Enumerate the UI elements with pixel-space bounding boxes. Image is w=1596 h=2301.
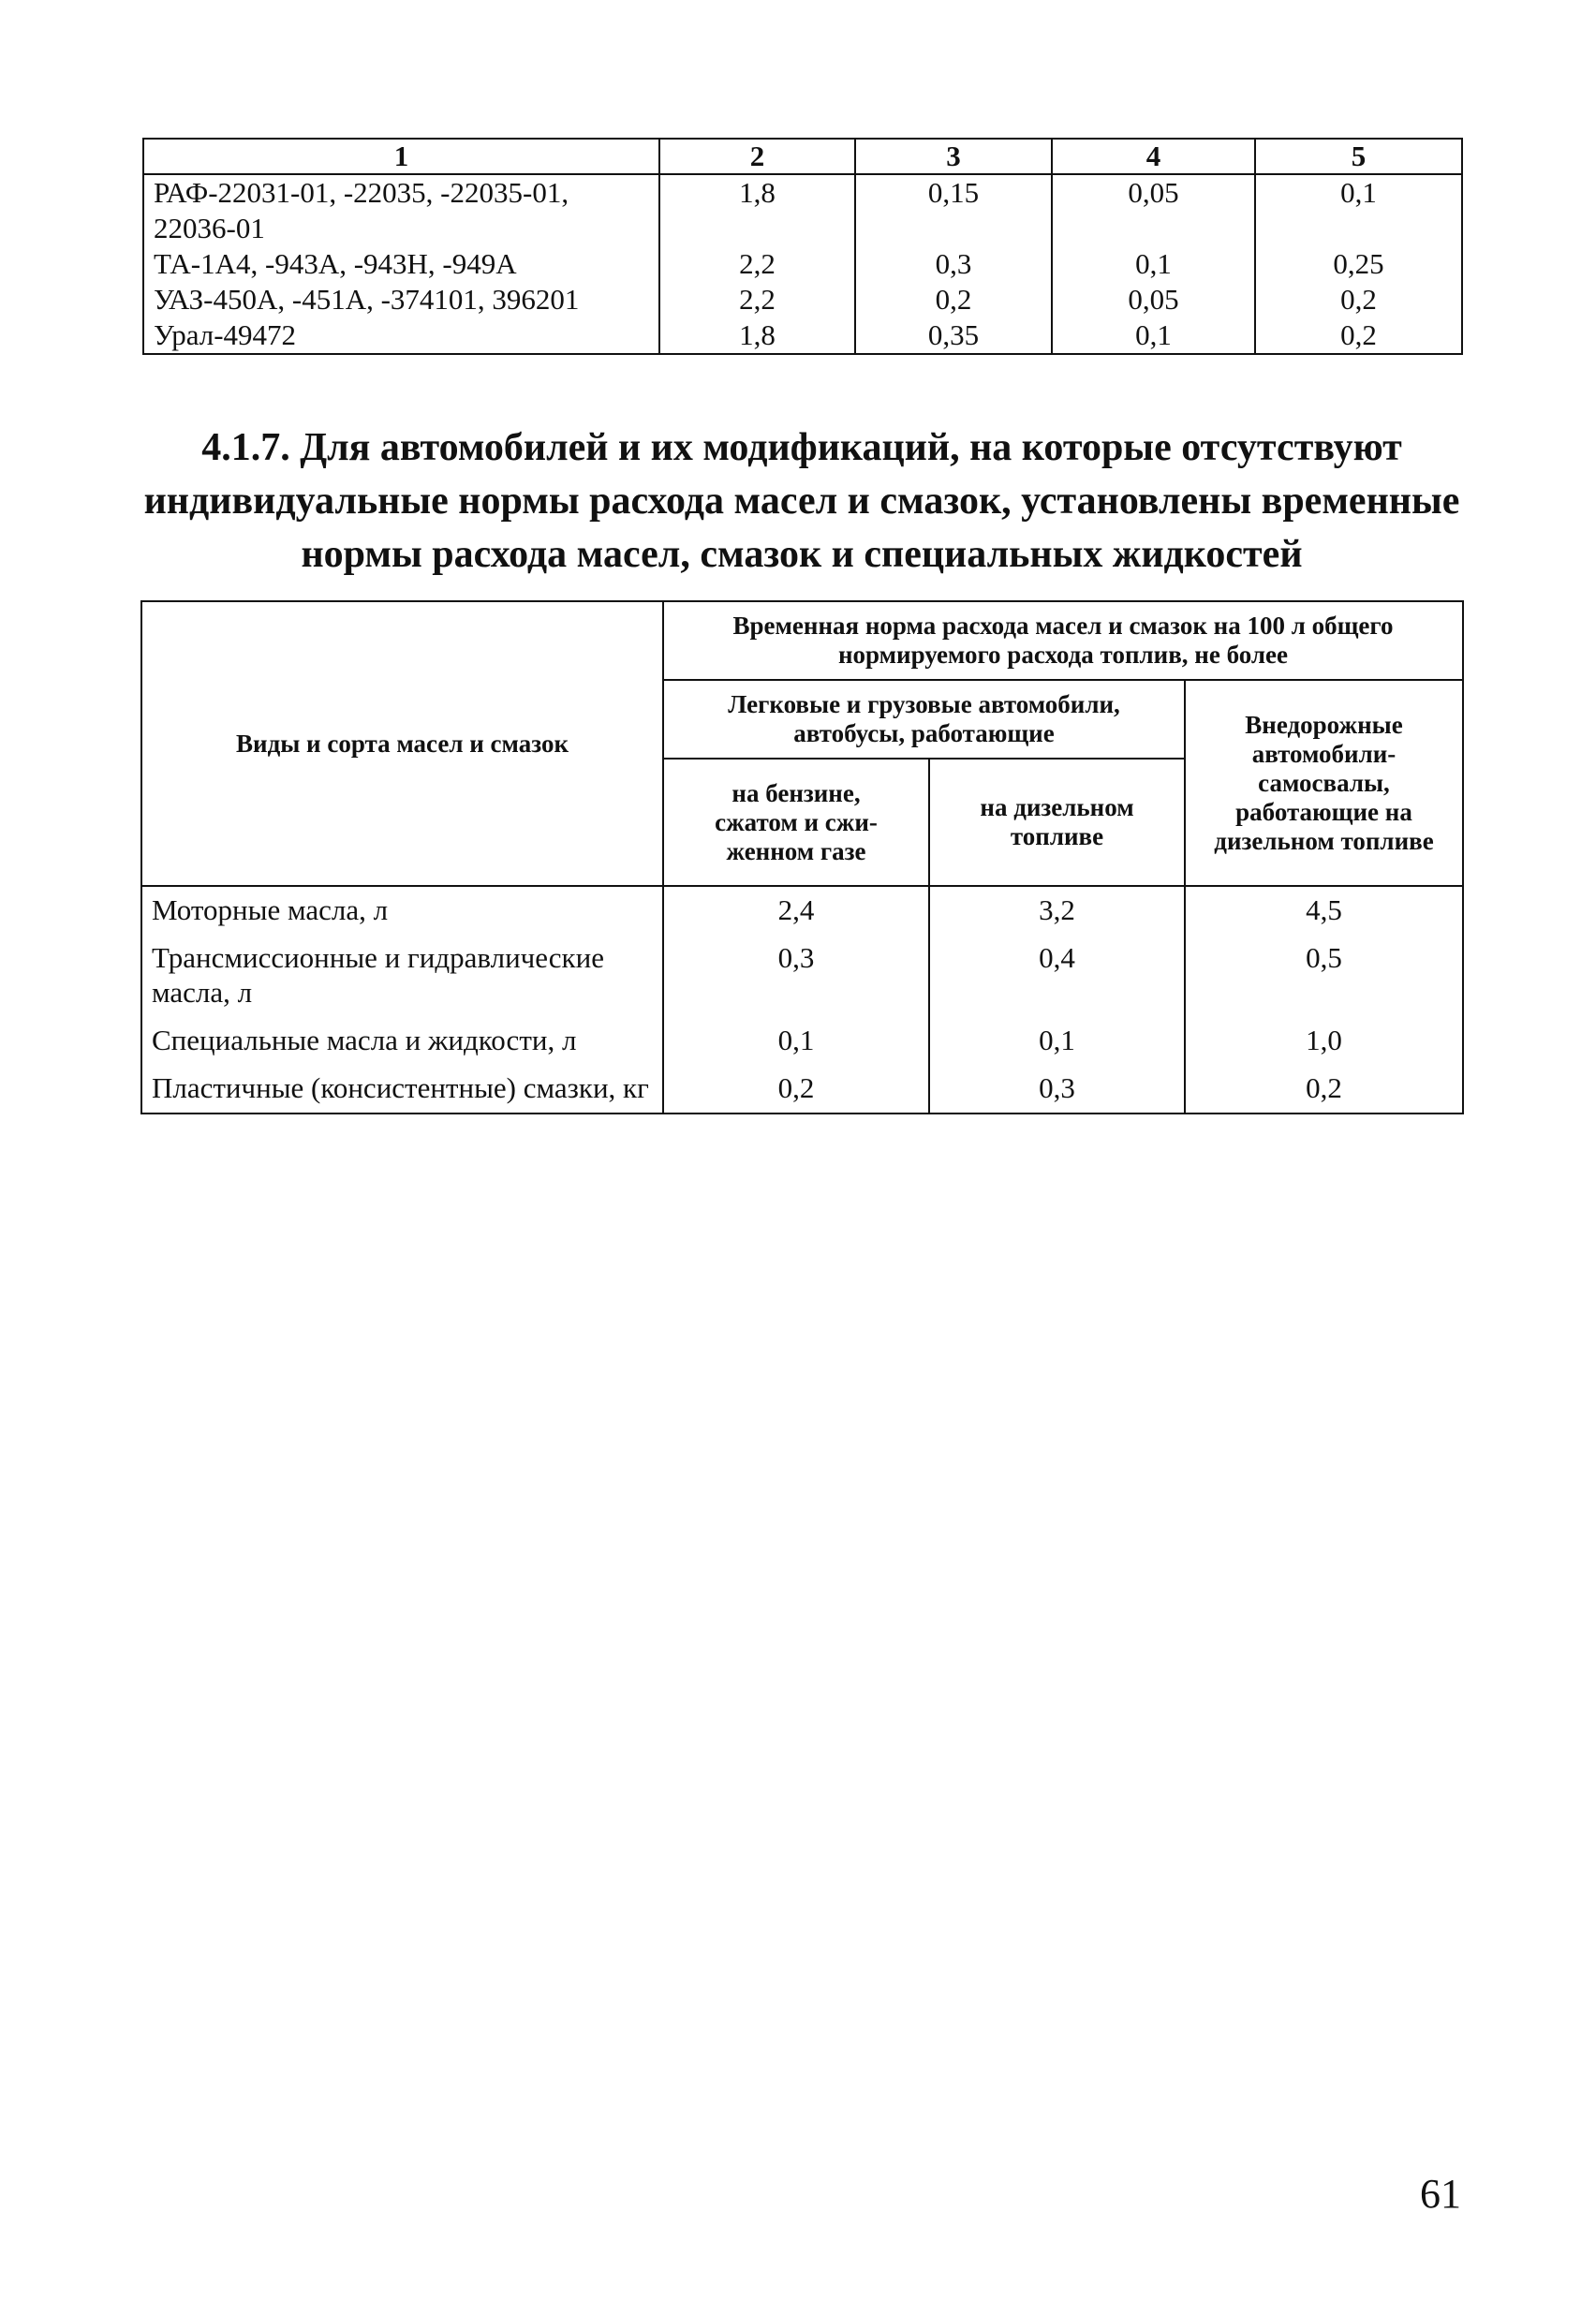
section-heading: 4.1.7. Для автомобилей и их модификаций, на которые отсутствуют индивидуальные нормы расхода масел и смазок, установлены временные нормы расхода масел, смазок и специальных жидкостей — [143, 426, 1460, 576]
value-cell: 0,1 — [663, 1017, 929, 1065]
header-offroad-dump-trucks: Внедорожные автомобили-самосвалы, работающие на дизельном топливе — [1185, 680, 1463, 886]
value-cell: 0,2 — [855, 282, 1052, 317]
value-cell: 0,15 — [855, 174, 1052, 246]
table-row — [141, 935, 1463, 1017]
value-cell: 0,2 — [1255, 317, 1462, 354]
value-cell: 0,3 — [855, 246, 1052, 282]
value-cell: 0,4 — [929, 935, 1185, 1017]
column-number-2: 2 — [659, 139, 855, 174]
value-cell: 0,2 — [663, 1065, 929, 1114]
value-cell: 2,2 — [659, 246, 855, 282]
value-cell: 2,4 — [663, 886, 929, 935]
value-cell: 3,2 — [929, 886, 1185, 935]
oil-type: Пластичные (консистентные) смазки, кг — [141, 1065, 663, 1114]
value-cell: 1,8 — [659, 317, 855, 354]
table-row — [143, 282, 1462, 317]
table-row — [141, 1017, 1463, 1065]
column-number-5: 5 — [1255, 139, 1462, 174]
value-cell: 0,3 — [663, 935, 929, 1017]
table-row — [141, 1065, 1463, 1114]
vehicle-model: ТА-1А4, -943А, -943Н, -949А — [143, 246, 659, 282]
value-cell: 0,1 — [1255, 174, 1462, 246]
column-number-3: 3 — [855, 139, 1052, 174]
table-row — [143, 317, 1462, 354]
value-cell: 2,2 — [659, 282, 855, 317]
column-number-1: 1 — [143, 139, 659, 174]
vehicle-model: РАФ-22031-01, -22035, -22035-01, 22036-01 — [143, 174, 659, 246]
value-cell: 0,1 — [929, 1017, 1185, 1065]
value-cell: 0,35 — [855, 317, 1052, 354]
value-cell: 0,1 — [1052, 246, 1255, 282]
temporary-norms-table — [140, 600, 1464, 1114]
value-cell: 4,5 — [1185, 886, 1463, 935]
table-row — [143, 246, 1462, 282]
header-cars-trucks-buses: Легковые и грузовые автомобили, автобусы, работающие — [663, 680, 1185, 759]
header-temporary-norm: Временная норма расхода масел и смазок на 100 л общего нормируемого расхода топлив, не более — [663, 601, 1463, 680]
value-cell: 0,25 — [1255, 246, 1462, 282]
table-header-row — [141, 601, 1463, 680]
oil-type: Моторные масла, л — [141, 886, 663, 935]
value-cell: 0,3 — [929, 1065, 1185, 1114]
table-header-row — [143, 139, 1462, 174]
oil-type: Трансмиссионные и гидравлические масла, л — [141, 935, 663, 1017]
page-number: 61 — [1420, 2171, 1461, 2217]
value-cell: 1,0 — [1185, 1017, 1463, 1065]
column-number-4: 4 — [1052, 139, 1255, 174]
header-petrol-gas: на бензине, сжатом и сжи-женном газе — [663, 759, 929, 886]
value-cell: 0,05 — [1052, 174, 1255, 246]
value-cell: 0,2 — [1185, 1065, 1463, 1114]
vehicle-norms-table-continuation — [142, 138, 1463, 355]
oil-type: Специальные масла и жидкости, л — [141, 1017, 663, 1065]
header-oil-types: Виды и сорта масел и смазок — [141, 601, 663, 886]
value-cell: 0,5 — [1185, 935, 1463, 1017]
vehicle-model: Урал-49472 — [143, 317, 659, 354]
value-cell: 0,1 — [1052, 317, 1255, 354]
vehicle-model: УАЗ-450А, -451А, -374101, 396201 — [143, 282, 659, 317]
table-row — [141, 886, 1463, 935]
value-cell: 1,8 — [659, 174, 855, 246]
header-diesel: на дизельном топливе — [929, 759, 1185, 886]
table-row — [143, 174, 1462, 246]
value-cell: 0,05 — [1052, 282, 1255, 317]
value-cell: 0,2 — [1255, 282, 1462, 317]
